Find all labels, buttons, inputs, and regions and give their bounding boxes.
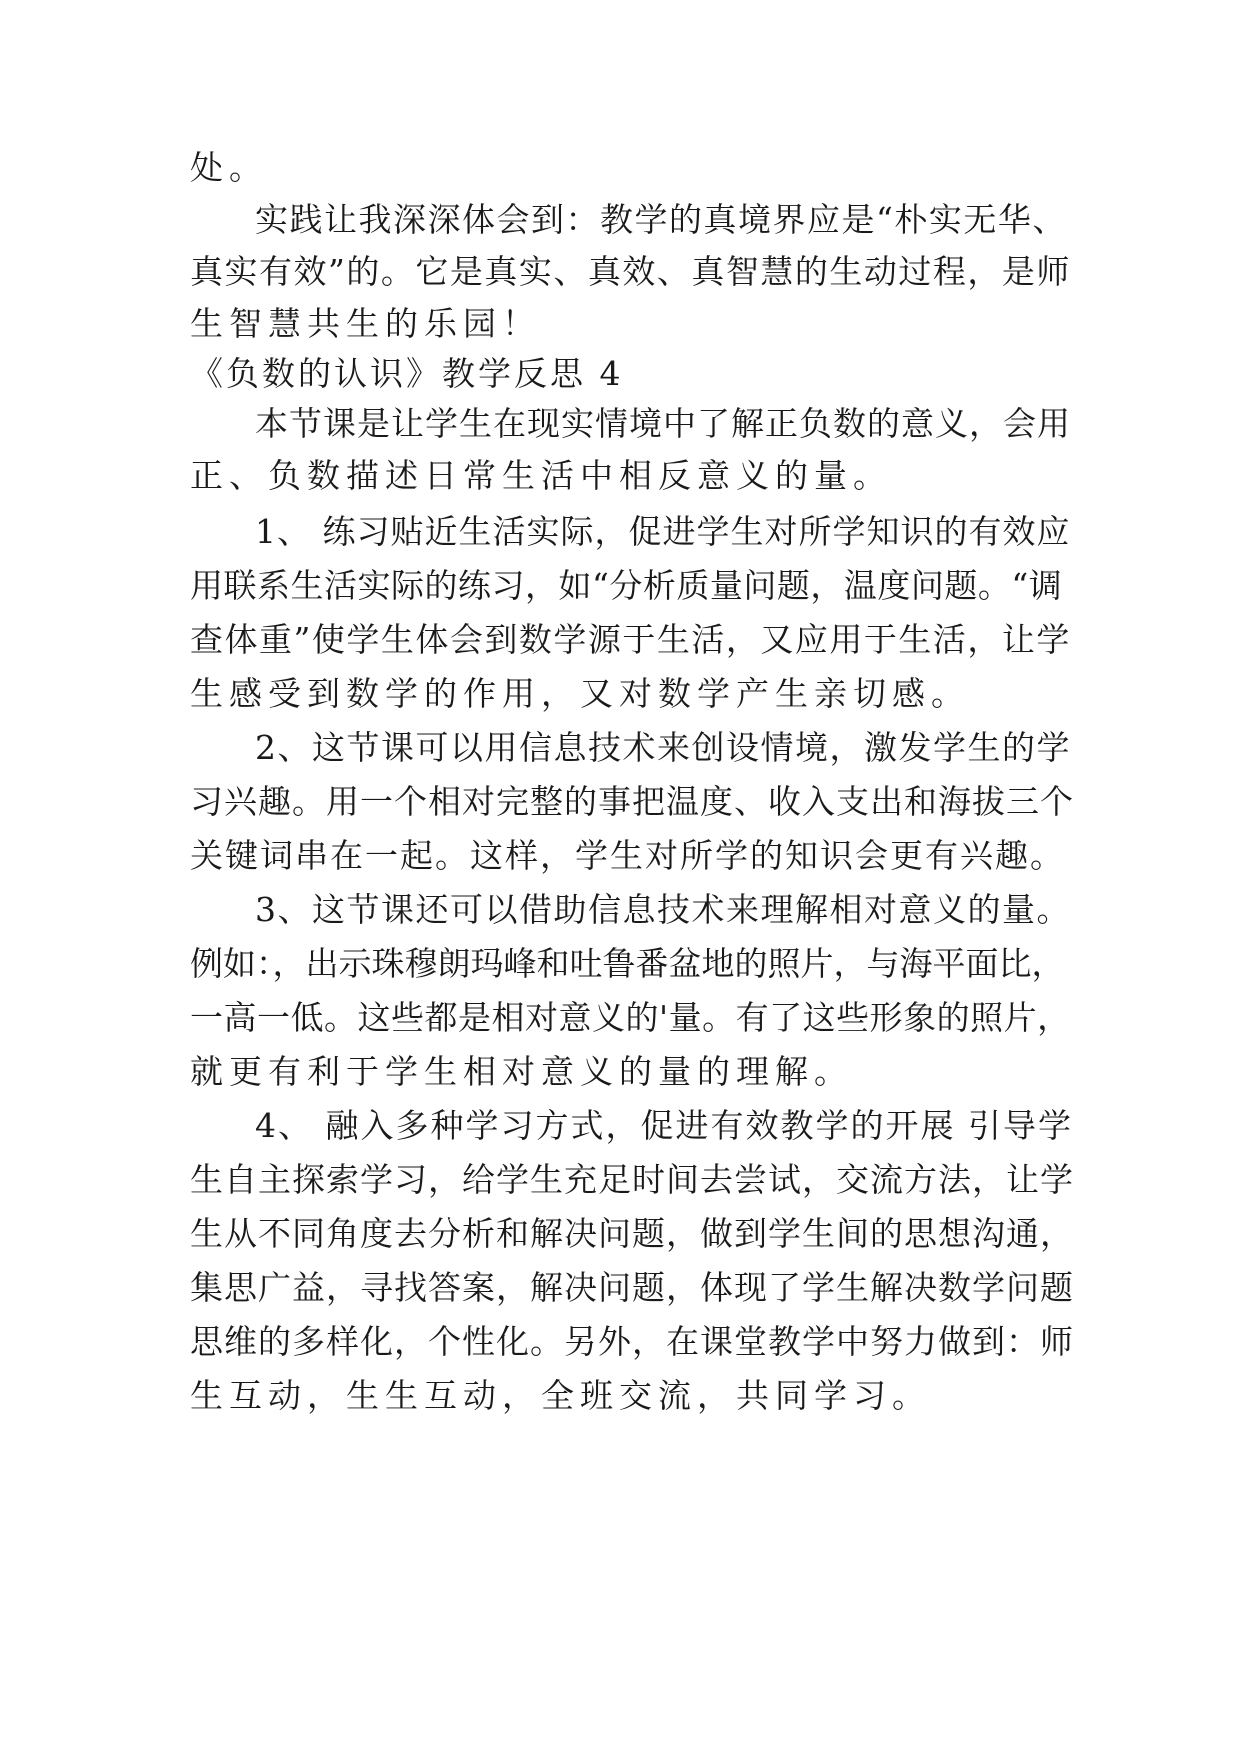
text-line: 思维的多样化，个性化。另外，在课堂教学中努力做到：师 [190, 1322, 1074, 1361]
paragraph-start: 2、这节课可以用信息技术来创设情境，激发学生的学 [255, 728, 1071, 767]
text-line: 一高一低。这些都是相对意义的'量。有了这些形象的照片， [190, 998, 1071, 1037]
text-line: 处。 [190, 148, 268, 187]
paragraph-start: 3、这节课还可以借助信息技术来理解相对意义的量。 [255, 890, 1071, 929]
text-line: 习兴趣。用一个相对完整的事把温度、收入支出和海拔三个 [190, 782, 1074, 821]
text-line: 生感受到数学的作用，又对数学产生亲切感。 [190, 674, 970, 713]
paragraph-start: 4、 融入多种学习方式，促进有效教学的开展 引导学 [255, 1106, 1073, 1145]
text-line: 关键词串在一起。这样，学生对所学的知识会更有兴趣。 [190, 836, 1065, 875]
text-line: 生从不同角度去分析和解决问题，做到学生间的思想沟通， [190, 1214, 1074, 1253]
text-line: 生互动，生生互动，全班交流，共同学习。 [190, 1376, 931, 1415]
text-line: 生自主探索学习，给学生充足时间去尝试，交流方法，让学 [190, 1160, 1074, 1199]
text-line: 查体重”使学生体会到数学源于生活，又应用于生活，让学 [190, 620, 1071, 659]
text-line: 真实有效”的。它是真实、真效、真智慧的生动过程，是师 [190, 252, 1071, 291]
text-line: 正、负数描述日常生活中相反意义的量。 [190, 456, 892, 495]
text-line: 就更有利于学生相对意义的量的理解。 [190, 1052, 853, 1091]
text-line: 例如：，出示珠穆朗玛峰和吐鲁番盆地的照片，与海平面比， [190, 944, 1065, 983]
text-line: 用联系生活实际的练习，如“分析质量问题，温度问题。“调 [190, 566, 1063, 605]
text-line: 集思广益，寻找答案，解决问题，体现了学生解决数学问题 [190, 1268, 1074, 1307]
text-line: 生智慧共生的乐园！ [190, 304, 541, 343]
section-heading: 《负数的认识》教学反思 4 [190, 354, 624, 393]
paragraph-start: 实践让我深深体会到：教学的真境界应是“朴实无华、 [255, 200, 1067, 239]
paragraph-start: 本节课是让学生在现实情境中了解正负数的意义，会用 [255, 404, 1071, 443]
paragraph-start: 1、 练习贴近生活实际，促进学生对所学知识的有效应 [255, 512, 1071, 551]
